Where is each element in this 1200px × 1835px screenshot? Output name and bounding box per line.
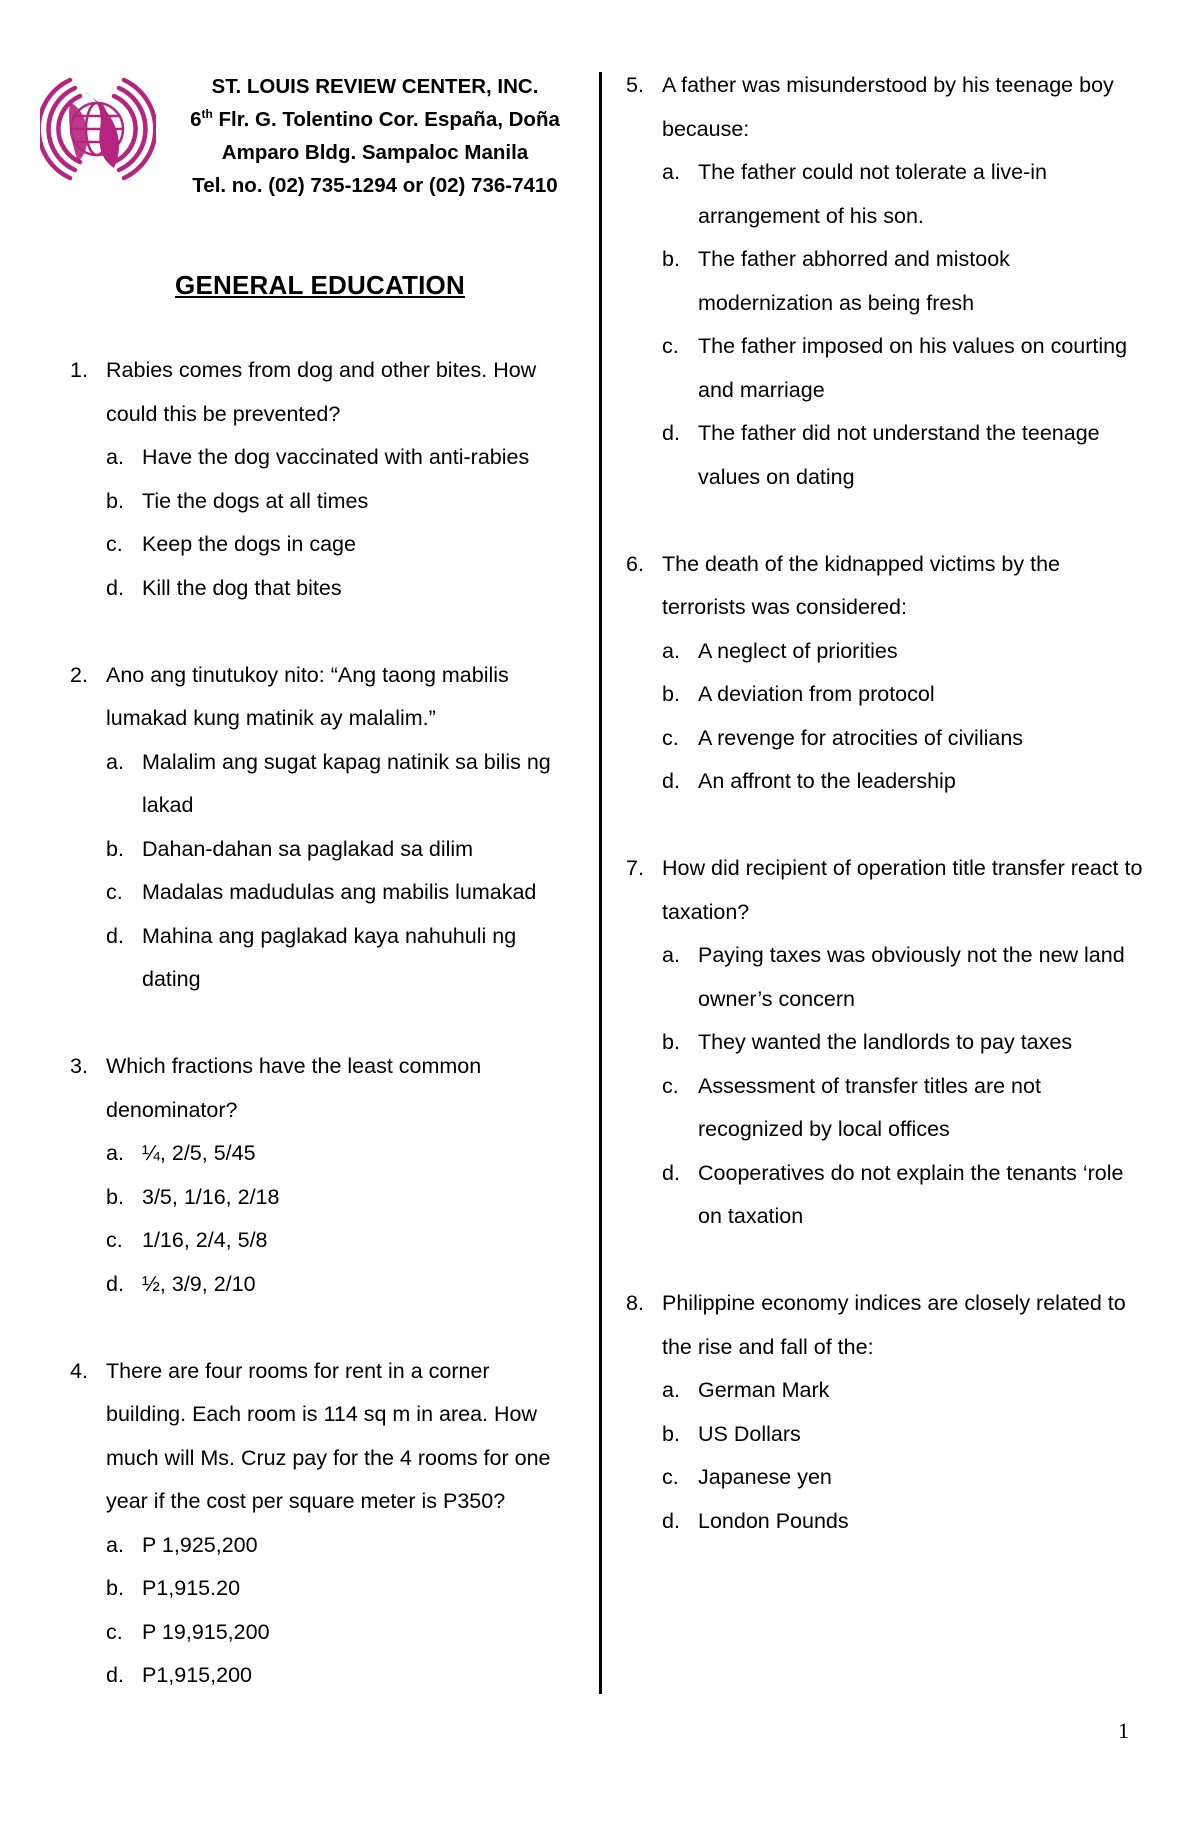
option-letter: c.: [106, 1619, 123, 1644]
option-a: [106, 741, 570, 828]
option-c: [662, 325, 1146, 412]
question-1: [70, 349, 570, 610]
option-b: [662, 1413, 1146, 1457]
address-line-2: Amparo Bldg. Sampaloc Manila: [221, 141, 529, 164]
option-b: [106, 480, 570, 524]
option-text: London Pounds: [698, 1508, 849, 1533]
option-letter: b.: [106, 1576, 124, 1600]
option-text: Keep the dogs in cage: [142, 532, 356, 556]
option-letter: c.: [106, 880, 123, 904]
option-letter: b.: [662, 1030, 680, 1054]
option-letter: b.: [662, 682, 680, 706]
option-letter: c.: [662, 1465, 679, 1489]
option-letter: b.: [662, 247, 680, 271]
question-7: [626, 847, 1146, 1239]
option-letter: d.: [106, 1271, 124, 1296]
option-d: [662, 760, 1146, 804]
option-d: [106, 915, 570, 1002]
option-text: German Mark: [698, 1378, 830, 1402]
option-text: Mahina ang paglakad kaya nahuhuli ng dating: [142, 923, 517, 991]
option-d: [106, 1654, 570, 1698]
option-a: [662, 934, 1146, 1021]
option-text: Paying taxes was obviously not the new land owner’s concern: [698, 943, 1125, 1011]
question-number: 1.: [70, 358, 88, 382]
option-a: [106, 1132, 570, 1176]
question-number: 5.: [626, 73, 644, 97]
option-d: [662, 1500, 1146, 1544]
option-text: A deviation from protocol: [698, 682, 935, 706]
option-text: Madalas madudulas ang mabilis lumakad: [142, 880, 537, 904]
page-number: 1: [1118, 1718, 1129, 1743]
option-b: [662, 1021, 1146, 1065]
option-letter: c.: [662, 1073, 679, 1098]
option-text: They wanted the landlords to pay taxes: [698, 1030, 1073, 1054]
option-text: A neglect of priorities: [698, 638, 898, 663]
option-text: P 1,925,200: [142, 1532, 258, 1557]
option-text: ¼, 2/5, 5/45: [142, 1141, 256, 1165]
option-text: P1,915.20: [142, 1576, 241, 1600]
phone-numbers: Tel. no. (02) 735-1294 or (02) 736-7410: [192, 174, 558, 197]
question-6: [626, 543, 1146, 804]
option-a: [662, 151, 1146, 238]
question-number: 7.: [626, 856, 644, 880]
option-b: [106, 1176, 570, 1220]
option-text: Japanese yen: [698, 1465, 832, 1489]
option-letter: d.: [662, 1160, 680, 1185]
page-title: GENERAL EDUCATION: [175, 270, 465, 300]
option-a: [662, 1369, 1146, 1413]
option-text: P 19,915,200: [142, 1619, 270, 1644]
address-line-1: [165, 103, 585, 136]
option-text: ½, 3/9, 2/10: [142, 1271, 256, 1296]
option-letter: b.: [662, 1421, 680, 1446]
option-text: Dahan-dahan sa paglakad sa dilim: [142, 836, 474, 861]
floor-number: 6: [190, 108, 202, 131]
question-number: 3.: [70, 1054, 88, 1078]
question-number: 4.: [70, 1358, 88, 1383]
option-b: [662, 673, 1146, 717]
option-text: Kill the dog that bites: [142, 575, 342, 600]
organization-name: ST. LOUIS REVIEW CENTER, INC.: [211, 75, 539, 98]
address-line-1-rest: Flr. G. Tolentino Cor. España, Doña: [212, 108, 560, 131]
option-text: An affront to the leadership: [698, 769, 956, 793]
option-text: 1/16, 2/4, 5/8: [142, 1228, 268, 1252]
option-c: [106, 523, 570, 567]
option-letter: d.: [662, 769, 680, 793]
option-letter: d.: [662, 1508, 680, 1533]
option-letter: c.: [106, 532, 123, 556]
option-letter: a.: [106, 445, 124, 469]
option-b: [106, 1567, 570, 1611]
left-column: [70, 349, 570, 1698]
option-letter: b.: [106, 836, 124, 861]
option-letter: b.: [106, 1184, 124, 1209]
option-text: The father did not understand the teenage values on dating: [698, 421, 1100, 489]
option-c: [106, 1611, 570, 1655]
option-text: 3/5, 1/16, 2/18: [142, 1184, 280, 1209]
question-3: [70, 1045, 570, 1306]
option-letter: d.: [662, 421, 680, 445]
option-c: [662, 1456, 1146, 1500]
question-text: There are four rooms for rent in a corner building. Each room is 114 sq m in area. How much will Ms. Cruz pay for the 4 rooms for one year if the cost per square meter is P350?: [106, 1358, 551, 1513]
question-number: 2.: [70, 662, 88, 687]
question-text: Which fractions have the least common denominator?: [106, 1054, 482, 1122]
option-a: [106, 1524, 570, 1568]
option-text: The father could not tolerate a live-in arrangement of his son.: [698, 160, 1047, 228]
option-c: [106, 1219, 570, 1263]
option-letter: c.: [662, 334, 679, 358]
option-letter: b.: [106, 488, 124, 513]
option-a: [662, 630, 1146, 674]
question-number: 6.: [626, 551, 644, 576]
option-text: Tie the dogs at all times: [142, 488, 369, 513]
option-a: [106, 436, 570, 480]
option-text: US Dollars: [698, 1421, 801, 1446]
question-8: [626, 1282, 1146, 1543]
option-c: [662, 717, 1146, 761]
option-text: Have the dog vaccinated with anti-rabies: [142, 445, 530, 469]
globe-logo-icon: [40, 66, 156, 192]
option-b: [106, 828, 570, 872]
option-letter: a.: [106, 1141, 124, 1165]
option-c: [106, 871, 570, 915]
option-text: P1,915,200: [142, 1663, 252, 1687]
question-text: Philippine economy indices are closely related to the rise and fall of the:: [662, 1291, 1126, 1359]
option-c: [662, 1065, 1146, 1152]
floor-ordinal: th: [201, 107, 213, 122]
option-letter: c.: [662, 725, 679, 750]
option-text: The father abhorred and mistook modernization as being fresh: [698, 247, 1010, 315]
option-text: Cooperatives do not explain the tenants ‘role on taxation: [698, 1160, 1124, 1228]
question-5: [626, 64, 1146, 499]
option-d: [662, 1152, 1146, 1239]
option-text: Malalim ang sugat kapag natinik sa bilis ng lakad: [142, 749, 551, 817]
question-text: A father was misunderstood by his teenage boy because:: [662, 73, 1114, 141]
option-letter: a.: [106, 749, 124, 774]
organization-header: [165, 70, 585, 202]
right-column: [626, 64, 1146, 1543]
question-text: The death of the kidnapped victims by the terrorists was considered:: [662, 551, 1060, 619]
option-letter: d.: [106, 1663, 124, 1687]
option-text: Assessment of transfer titles are not recognized by local offices: [698, 1073, 1041, 1141]
question-text: How did recipient of operation title transfer react to taxation?: [662, 856, 1143, 924]
question-text: Rabies comes from dog and other bites. How could this be prevented?: [106, 358, 537, 426]
option-letter: a.: [662, 160, 680, 184]
option-letter: a.: [662, 943, 680, 967]
option-letter: d.: [106, 575, 124, 600]
option-text: The father imposed on his values on courting and marriage: [698, 334, 1128, 402]
option-text: A revenge for atrocities of civilians: [698, 725, 1024, 750]
question-number: 8.: [626, 1291, 644, 1315]
column-divider: [599, 72, 602, 1694]
option-d: [106, 567, 570, 611]
question-2: [70, 654, 570, 1002]
option-letter: c.: [106, 1228, 123, 1252]
question-4: [70, 1350, 570, 1698]
option-letter: a.: [662, 638, 680, 663]
option-d: [106, 1263, 570, 1307]
option-letter: d.: [106, 923, 124, 948]
option-d: [662, 412, 1146, 499]
option-b: [662, 238, 1146, 325]
option-letter: a.: [662, 1378, 680, 1402]
question-text: Ano ang tinutukoy nito: “Ang taong mabilis lumakad kung matinik ay malalim.”: [106, 662, 509, 730]
option-letter: a.: [106, 1532, 124, 1557]
